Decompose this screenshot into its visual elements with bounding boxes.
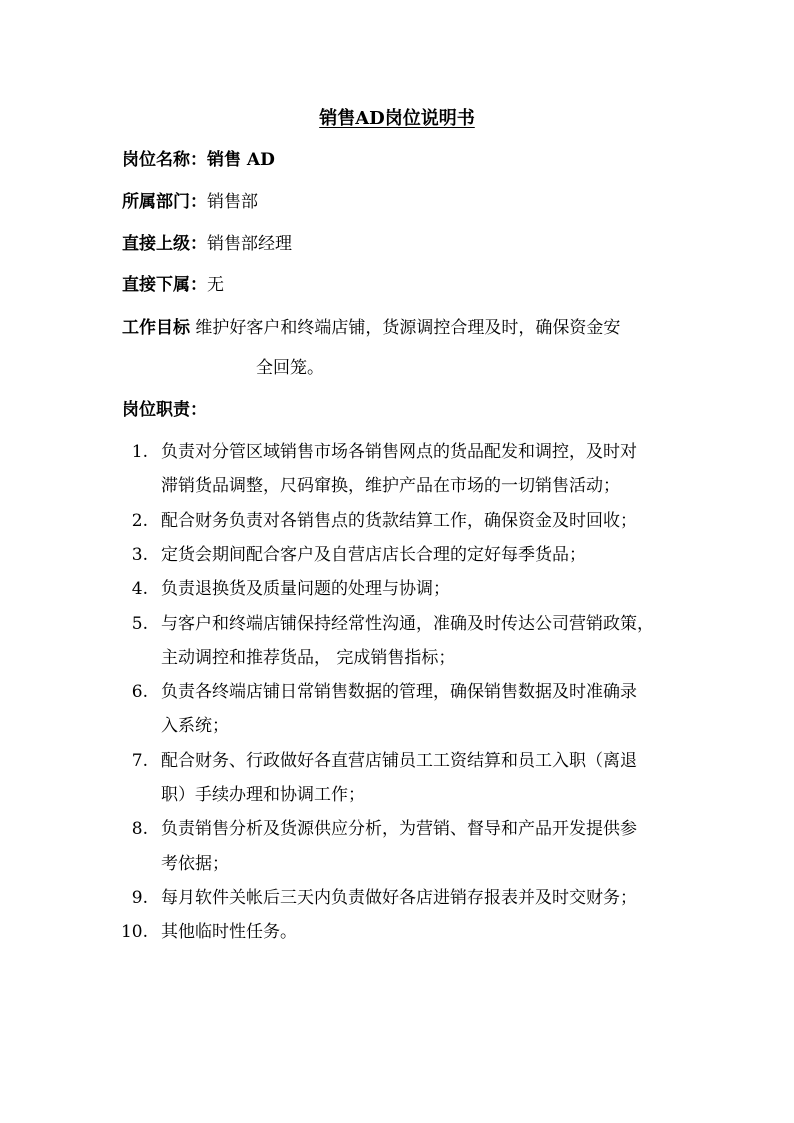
duty-number: 8.	[131, 819, 148, 840]
duty-text: 配合财务负责对各销售点的货款结算工作，确保资金及时回收；	[161, 510, 637, 531]
duty-text-continued: 主动调控和推荐货品， 完成销售指标；	[161, 647, 456, 668]
duty-number: 4.	[131, 579, 148, 600]
duty-number: 5.	[131, 613, 148, 634]
goal-text: 维护好客户和终端店铺，货源调控合理及时，确保资金安	[190, 318, 621, 338]
duties-heading: 岗位职责：	[122, 400, 207, 420]
duty-text-continued: 职）手续办理和协调工作；	[161, 785, 365, 805]
duty-text-continued: 滞销货品调整，尺码窜换，维护产品在市场的一切销售活动；	[161, 476, 620, 497]
superior-field	[122, 231, 292, 257]
duty-text: 其他临时性任务。	[161, 922, 297, 943]
goal-field	[122, 315, 620, 341]
duty-text: 负责各终端店铺日常销售数据的管理，确保销售数据及时准确录	[161, 682, 637, 703]
duty-text: 负责退换货及质量问题的处理与协调；	[161, 579, 450, 600]
goal-text-continued: 全回笼。	[256, 358, 324, 378]
duty-text-continued: 考依据；	[161, 853, 229, 874]
department-value: 销售部	[207, 192, 258, 212]
superior-label: 直接上级：	[122, 234, 207, 254]
goal-label: 工作目标	[122, 318, 190, 338]
position-name-value: 销售 AD	[207, 150, 275, 170]
duty-text: 与客户和终端店铺保持经常性沟通，准确及时传达公司营销政策，	[161, 613, 654, 634]
document-title: 销售AD岗位说明书	[319, 108, 475, 129]
subordinate-value: 无	[207, 275, 224, 295]
duty-number: 1.	[131, 442, 148, 462]
duty-number: 9.	[131, 887, 148, 908]
duty-number: 7.	[131, 750, 148, 771]
subordinate-field	[122, 272, 224, 298]
superior-value: 销售部经理	[207, 234, 292, 254]
duty-number: 2.	[131, 510, 148, 531]
department-label: 所属部门：	[122, 192, 207, 212]
duty-text: 每月软件关帐后三天内负责做好各店进销存报表并及时交财务；	[161, 887, 637, 908]
duty-text-continued: 入系统；	[161, 716, 229, 737]
duty-text: 负责销售分析及货源供应分析，为营销、督导和产品开发提供参	[161, 819, 637, 840]
subordinate-label: 直接下属：	[122, 275, 207, 295]
duty-text: 负责对分管区域销售市场各销售网点的货品配发和调控，及时对	[161, 442, 637, 462]
position-name-field	[122, 147, 275, 173]
duty-number: 10.	[120, 922, 148, 943]
position-name-label: 岗位名称：	[122, 150, 207, 170]
duty-number: 3.	[131, 544, 148, 565]
duty-text: 定货会期间配合客户及自营店店长合理的定好每季货品；	[161, 544, 586, 565]
department-field	[122, 189, 258, 215]
duty-number: 6.	[131, 682, 148, 703]
duty-text: 配合财务、行政做好各直营店铺员工工资结算和员工入职（离退	[161, 750, 637, 771]
